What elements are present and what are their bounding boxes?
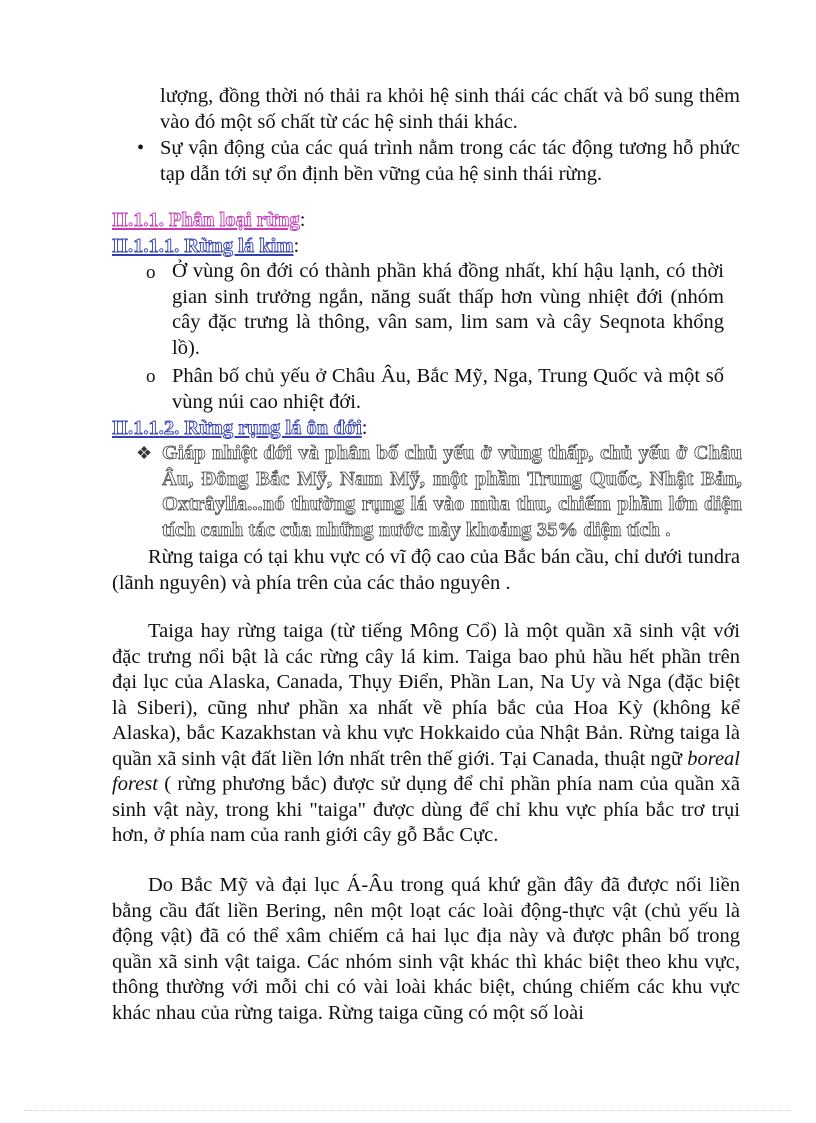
- section-heading-classification: II.1.1. Phân loại rừng:: [112, 209, 306, 231]
- heading-text: II.1.1.1. Rừng lá kim: [112, 235, 294, 257]
- conifer-item-climate: Ở vùng ôn đới có thành phần khá đồng nhất, khí hậu lạnh, có thời gian sinh trưởng ngắn, năng suất thấp hơn vùng nhiệt đới (nhóm cây đặc trưng là thông, vân sam, lim sam và cây Seqnota khổng lồ).: [172, 260, 724, 359]
- circle-bullet-icon: o: [146, 262, 156, 283]
- conifer-item-distribution: Phân bố chủ yếu ở Châu Âu, Bắc Mỹ, Nga, Trung Quốc và một số vùng núi cao nhiệt đới.: [172, 365, 724, 413]
- taiga-paragraph-2: Do Bắc Mỹ và đại lục Á-Âu trong quá khứ gần đây đã được nối liền bằng cầu đất liền Bering, nên một loạt các loài động-thực vật (chủ yếu là động vật) đã có thể xâm chiếm cả hai lục địa này và được phân bố trong quần xã sinh vật taiga. Các nhóm sinh vật khác thì khác biệt theo khu vực, thông thường với mỗi chi có vài loài khác biệt, chúng chiếm các khu vực khác nhau của rừng taiga. Rừng taiga cũng có một số loài: [112, 874, 740, 1024]
- subsection-heading-deciduous: II.1.1.2. Rừng rụng lá ôn đới:: [112, 417, 368, 439]
- heading-text: II.1.1.2. Rừng rụng lá ôn đới: [112, 417, 362, 439]
- continuation-paragraph: lượng, đồng thời nó thải ra khỏi hệ sinh thái các chất và bổ sung thêm vào đó một số chất từ các hệ sinh thái khác.: [160, 85, 740, 133]
- italic-term: boreal forest: [112, 747, 740, 795]
- bullet-dot-icon: •: [137, 137, 145, 159]
- taiga-intro-paragraph: Rừng taiga có tại khu vực có vĩ độ cao của Bắc bán cầu, chỉ dưới tundra (lãnh nguyên) và phía trên của các thảo nguyên .: [112, 546, 740, 594]
- diamond-bullet-icon: ❖: [136, 443, 153, 463]
- subsection-heading-conifer: II.1.1.1. Rừng lá kim:: [112, 235, 300, 257]
- taiga-paragraph-1: Taiga hay rừng taiga (từ tiếng Mông Cổ) là một quần xã sinh vật với đặc trưng nổi bật là các rừng cây lá kim. Taiga bao phủ hầu hết phần trên đại lục của Alaska, Canada, Thụy Điển, Phần Lan, Na Uy và Nga (đặc biệt là Siberi), cũng như phần xa nhất về phía bắc của Hoa Kỳ (không kể Alaska), bắc Kazakhstan và khu vực Hokkaido của Nhật Bản. Rừng taiga là quần xã sinh vật đất liền lớn nhất trên thế giới. Tại Canada, thuật ngữ boreal forest ( rừng phương bắc) được sử dụng để chỉ phần phía nam của quần xã sinh vật này, trong khi "taiga" được dùng để chỉ khu vực phía bắc trơ trụi hơn, ở phía nam của ranh giới cây gỗ Bắc Cực.: [112, 620, 740, 846]
- heading-text: II.1.1. Phân loại rừng: [112, 209, 300, 231]
- page-bottom-divider: [24, 1110, 792, 1111]
- bullet-item: Sự vận động của các quá trình nằm trong các tác động tương hỗ phức tạp dẫn tới sự ổn định bền vững của hệ sinh thái rừng.: [160, 137, 740, 185]
- deciduous-item: Giáp nhiệt đới và phân bố chủ yếu ở vùng thấp, chủ yếu ở Châu Âu, Đông Bắc Mỹ, Nam Mỹ, một phần Trung Quốc, Nhật Bản, Oxtrâylia...nó thường rụng lá vào mùa thu, chiếm phần lớn diện tích canh tác của những nước này khoảng 35% diện tích .: [162, 442, 742, 541]
- circle-bullet-icon: o: [146, 366, 156, 387]
